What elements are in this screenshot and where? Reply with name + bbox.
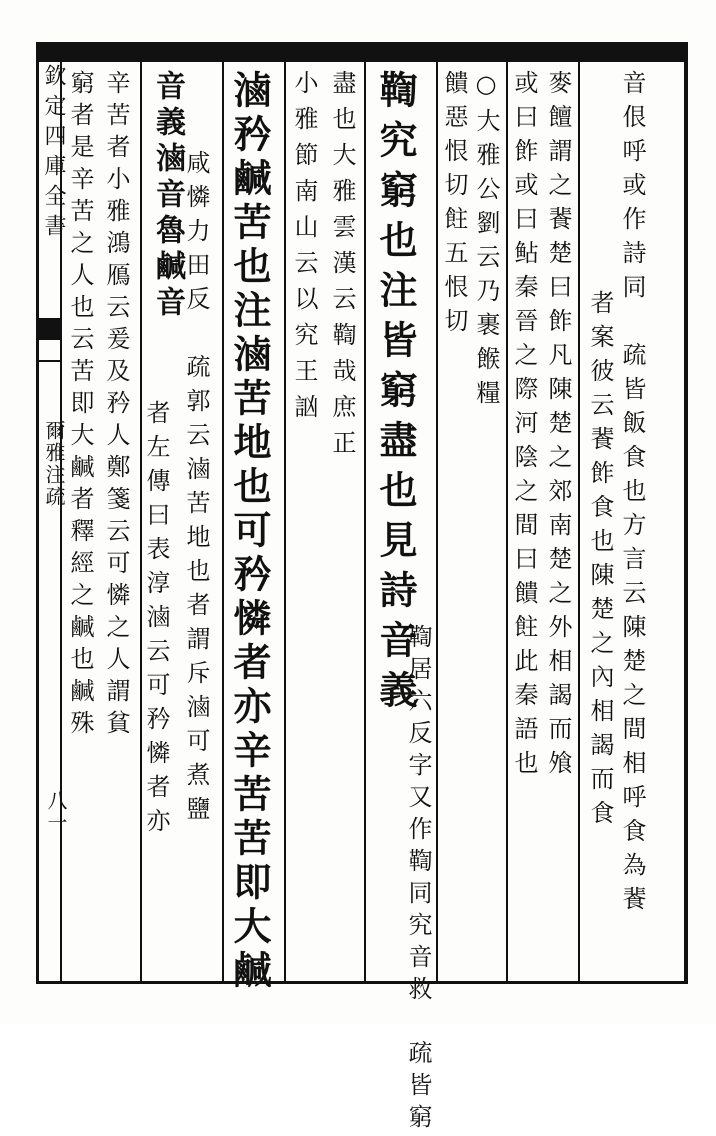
text-column: 者案彼云餥飵食也陳楚之內相謁而食 — [586, 290, 614, 834]
column-rule — [222, 62, 224, 984]
column-rule — [284, 62, 286, 984]
column-rule — [364, 62, 366, 984]
text-column: 小雅節南山云以究王訩 — [290, 70, 318, 430]
column-rule — [506, 62, 508, 984]
text-column-main: 滷矜鹹苦也注滷苦地也可矜憐者亦辛苦苦即大鹹 — [227, 70, 272, 994]
margin-page-number: 八一 — [44, 790, 68, 834]
text-column: 鞫居六反字又作鞫同究音救 疏皆窮 — [404, 624, 432, 1136]
column-rule — [578, 62, 580, 984]
text-column: 或曰飵或曰鲇秦晉之際河陰之間曰饋飳此秦語也 — [510, 70, 538, 784]
fishtail-lower-mark — [36, 360, 62, 374]
text-column: 饋惡恨切飳五恨切 — [440, 70, 468, 342]
fishtail-mark — [36, 318, 62, 340]
text-column: ○大雅公劉云乃裹餱糧 — [472, 70, 500, 414]
text-column: 麥饘謂之餥楚曰飵凡陳楚之郊南楚之外相謁而飧 — [544, 70, 572, 784]
text-column: 窮者是辛苦之人也云苦即大鹹者釋經之鹹也鹹殊 — [66, 70, 94, 742]
text-column: 辛苦者小雅鴻鴈云爰及矜人鄭箋云可憐之人謂貧 — [102, 70, 130, 742]
margin-book-title: 爾雅注疏 — [42, 420, 66, 508]
text-column: 咸憐力田反 疏郭云滷苦地也者謂斥滷可煮鹽 — [182, 150, 210, 830]
text-column-main: 鞫究窮也注皆窮盡也見詩音義 — [373, 70, 418, 720]
text-column: 者左傳曰表淳滷云可矜憐者亦 — [142, 400, 170, 842]
column-rule — [436, 62, 438, 984]
text-column: 盡也大雅雲漢云鞫哉庶正 — [328, 70, 356, 466]
text-column-main: 音義滷音魯鹹音 — [150, 70, 185, 322]
text-column: 音佷呼或作詩同 疏皆飯食也方言云陳楚之間相呼食為餥 — [618, 70, 646, 920]
margin-top-label: 欽定四庫全書 — [41, 64, 66, 244]
